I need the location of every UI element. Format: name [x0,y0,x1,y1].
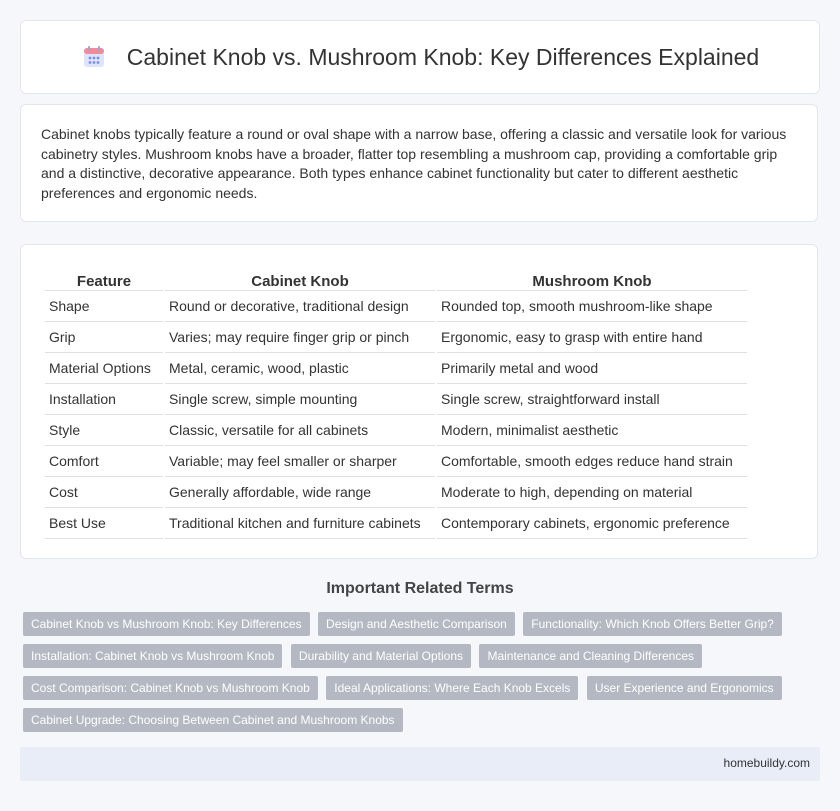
row-feature: Comfort [45,446,163,477]
row-cabinet-value: Round or decorative, traditional design [165,291,435,322]
related-term-tag[interactable]: Cabinet Knob vs Mushroom Knob: Key Differences [23,612,310,636]
calendar-icon [81,44,107,70]
row-feature: Cost [45,477,163,508]
related-terms-title: Important Related Terms [326,580,514,597]
header-card [20,20,820,94]
comparison-card [20,244,818,559]
row-feature: Installation [45,384,163,415]
table-row [45,446,747,477]
row-feature: Shape [45,291,163,322]
row-mushroom-value: Ergonomic, easy to grasp with entire hand [437,322,747,353]
related-terms-list [23,612,803,740]
table-header-row [45,265,747,291]
row-mushroom-value: Contemporary cabinets, ergonomic preference [437,508,747,539]
table-row [45,322,747,353]
row-mushroom-value: Primarily metal and wood [437,353,747,384]
intro-paragraph: Cabinet knobs typically feature a round or oval shape with a narrow base, offering a classic and versatile look for various cabinetry styles. Mushroom knobs have a broader, flatter top resembling a mushroom cap, providing a comfortable grip and a distinctive, decorative appearance. Both types enhance cabinet functionality but cater to different aesthetic preferences and ergonomic needs. [41,126,787,201]
footer [20,747,820,781]
row-feature: Style [45,415,163,446]
row-cabinet-value: Traditional kitchen and furniture cabinets [165,508,435,539]
table-row [45,384,747,415]
table-row [45,415,747,446]
related-term-tag[interactable]: User Experience and Ergonomics [587,676,782,700]
related-term-tag[interactable]: Design and Aesthetic Comparison [318,612,515,636]
row-cabinet-value: Generally affordable, wide range [165,477,435,508]
table-row [45,477,747,508]
header-feature: Feature [45,265,163,291]
related-term-tag[interactable]: Durability and Material Options [291,644,471,668]
row-feature: Best Use [45,508,163,539]
row-mushroom-value: Comfortable, smooth edges reduce hand strain [437,446,747,477]
table-row [45,353,747,384]
row-mushroom-value: Single screw, straightforward install [437,384,747,415]
related-term-tag[interactable]: Cost Comparison: Cabinet Knob vs Mushroom Knob [23,676,318,700]
related-term-tag[interactable]: Installation: Cabinet Knob vs Mushroom Knob [23,644,282,668]
comparison-table [43,265,749,539]
related-term-tag[interactable]: Ideal Applications: Where Each Knob Excels [326,676,578,700]
intro-card [20,104,818,222]
related-term-tag[interactable]: Functionality: Which Knob Offers Better Grip? [523,612,782,636]
row-cabinet-value: Variable; may feel smaller or sharper [165,446,435,477]
row-feature: Grip [45,322,163,353]
row-mushroom-value: Rounded top, smooth mushroom-like shape [437,291,747,322]
header-cabinet-knob: Cabinet Knob [165,265,435,291]
table-row [45,291,747,322]
row-cabinet-value: Classic, versatile for all cabinets [165,415,435,446]
page-title: Cabinet Knob vs. Mushroom Knob: Key Differences Explained [126,43,760,70]
row-cabinet-value: Single screw, simple mounting [165,384,435,415]
related-term-tag[interactable]: Maintenance and Cleaning Differences [479,644,702,668]
row-cabinet-value: Varies; may require finger grip or pinch [165,322,435,353]
table-row [45,508,747,539]
row-mushroom-value: Modern, minimalist aesthetic [437,415,747,446]
footer-site-link[interactable]: homebuildy.com [723,756,810,770]
row-feature: Material Options [45,353,163,384]
row-mushroom-value: Moderate to high, depending on material [437,477,747,508]
related-term-tag[interactable]: Cabinet Upgrade: Choosing Between Cabinet and Mushroom Knobs [23,708,403,732]
header-mushroom-knob: Mushroom Knob [437,265,747,291]
row-cabinet-value: Metal, ceramic, wood, plastic [165,353,435,384]
